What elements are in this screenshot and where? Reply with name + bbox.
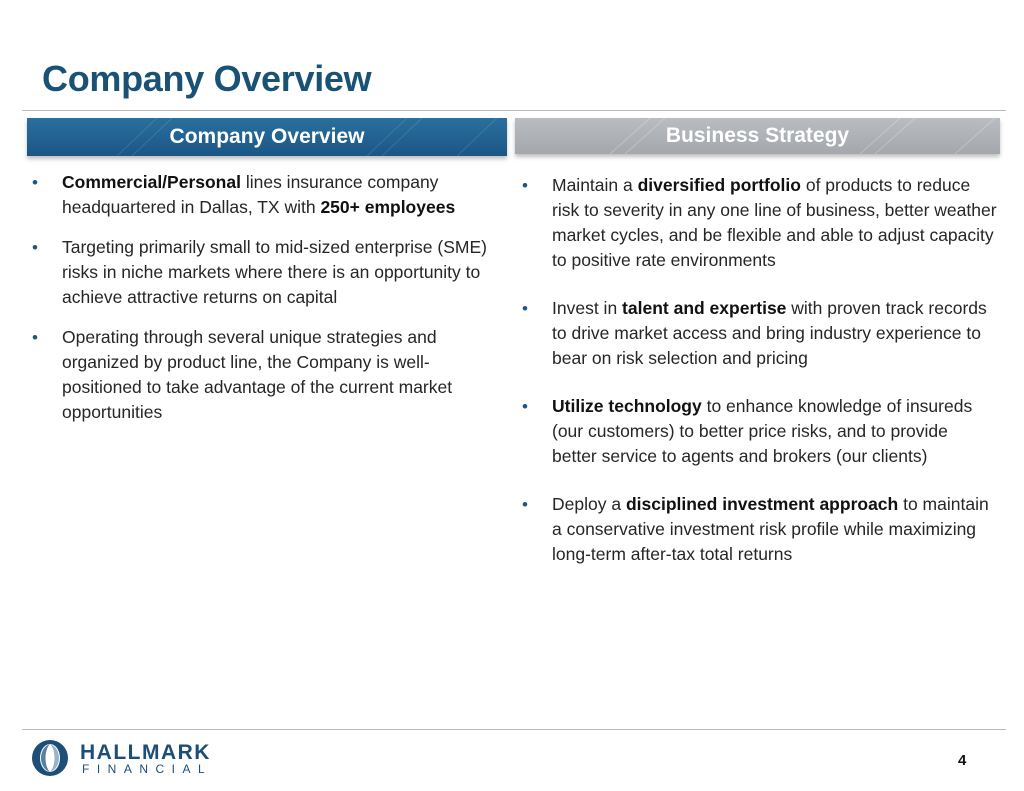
logo-name: HALLMARK <box>80 741 211 764</box>
bullet-icon: • <box>522 299 528 318</box>
page-number: 4 <box>958 752 967 769</box>
bullet-text: of products to reduce risk to severity in any one line of business, better weather market cycles, and be flexible and able to adjust capacity to positive rate environments <box>552 175 997 270</box>
bullet-text: Operating through several unique strategies and organized by product line, the Company is well-positioned to take advantage of the current market opportunities <box>62 327 453 422</box>
bullet-emphasis: 250+ employees <box>320 197 456 217</box>
bullet-text: Maintain a <box>552 175 638 195</box>
footer-divider <box>22 729 1006 730</box>
list-item <box>522 492 997 567</box>
title-divider <box>22 110 1006 111</box>
company-overview-header <box>27 118 507 156</box>
company-overview-list <box>32 170 502 440</box>
bullet-text: Targeting primarily small to mid-sized enterprise (SME) risks in niche markets where there is an opportunity to achieve attractive returns on capital <box>62 237 487 307</box>
business-strategy-header-label: Business Strategy <box>665 124 850 147</box>
bullet-icon: • <box>522 397 528 416</box>
bullet-emphasis: talent and expertise <box>622 298 787 318</box>
bullet-text: with proven track records to drive market access and bring industry experience to bear on risk selection and pricing <box>552 298 987 368</box>
list-item <box>522 394 997 469</box>
company-overview-header-label: Company Overview <box>169 125 365 148</box>
list-item <box>32 170 502 220</box>
list-item <box>522 173 997 273</box>
hallmark-logo <box>30 738 230 778</box>
bullet-emphasis: disciplined investment approach <box>625 494 899 514</box>
page-title: Company Overview <box>42 58 372 99</box>
list-item <box>522 296 997 371</box>
bullet-icon: • <box>32 238 38 257</box>
hallmark-logo-icon <box>30 738 74 778</box>
bullet-icon: • <box>32 173 38 192</box>
bullet-emphasis: diversified portfolio <box>637 175 801 195</box>
business-strategy-header <box>515 118 1000 154</box>
business-strategy-list <box>522 173 997 590</box>
bullet-text: to maintain a conservative investment risk profile while maximizing long-term after-tax total returns <box>552 494 989 564</box>
bullet-text: Invest in <box>552 298 623 318</box>
logo-subtitle: FINANCIAL <box>82 762 213 776</box>
bullet-icon: • <box>522 495 528 514</box>
list-item <box>32 235 502 310</box>
list-item <box>32 325 502 425</box>
bullet-emphasis: Commercial/Personal <box>62 172 241 192</box>
bullet-text: lines insurance company headquartered in Dallas, TX with <box>62 172 439 217</box>
bullet-icon: • <box>32 328 38 347</box>
bullet-text: Deploy a <box>552 494 626 514</box>
bullet-emphasis: Utilize technology <box>552 396 702 416</box>
bullet-icon: • <box>522 176 528 195</box>
bullet-text: to enhance knowledge of insureds (our customers) to better price risks, and to provide better service to agents and brokers (our clients) <box>552 396 973 466</box>
